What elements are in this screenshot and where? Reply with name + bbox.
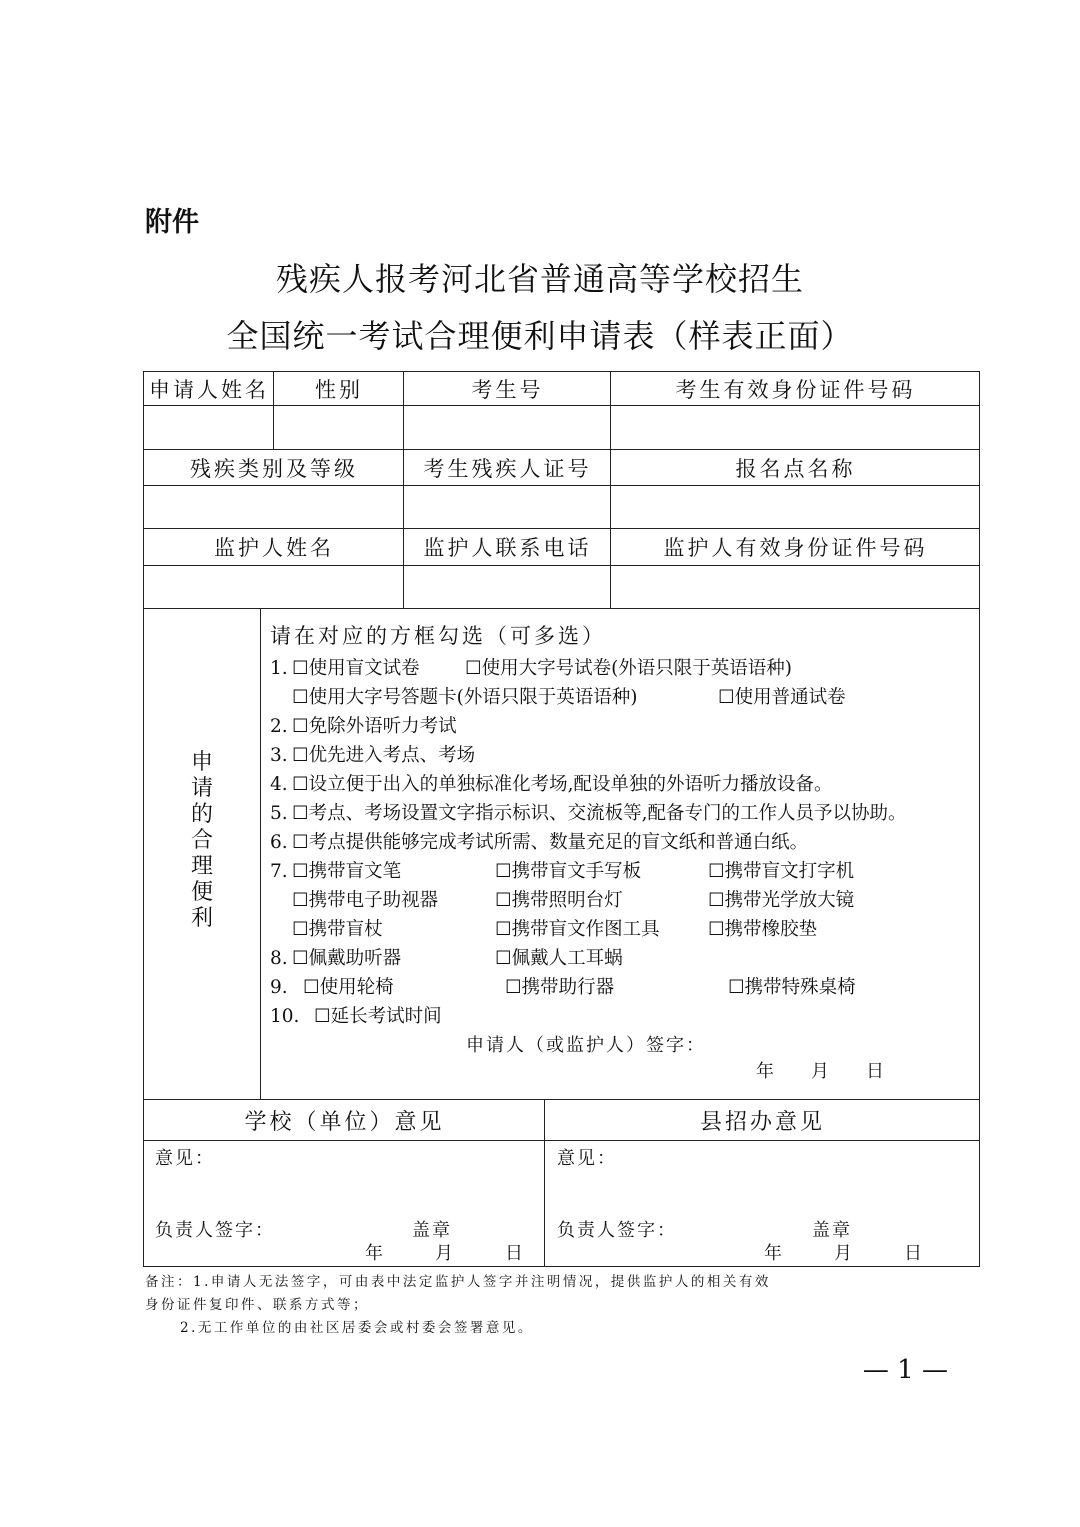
- note-line3: 2.无工作单位的由社区居委会或村委会签署意见。: [180, 1320, 534, 1336]
- page-number: — 1 —: [862, 1355, 948, 1385]
- option-wheelchair[interactable]: ☐使用轮椅: [303, 977, 394, 998]
- county-seal-label: 盖章: [812, 1220, 852, 1241]
- section-label-char: 申: [190, 750, 213, 775]
- option-num-4: 4.: [270, 774, 288, 795]
- county-opinion-title: 县招办意见: [699, 1109, 825, 1135]
- county-date-year: 年: [764, 1243, 784, 1264]
- option-desk-lamp[interactable]: ☐携带照明台灯: [495, 890, 623, 911]
- option-num-7: 7.: [270, 861, 288, 882]
- note-line2: 身份证件复印件、联系方式等；: [145, 1297, 369, 1313]
- header-registration-site: 报名点名称: [735, 456, 856, 481]
- option-num-10: 10.: [270, 1006, 300, 1027]
- option-braille-slate[interactable]: ☐携带盲文手写板: [495, 861, 642, 882]
- school-opinion-label: 意见：: [155, 1148, 215, 1169]
- header-candidate-number: 考生号: [471, 377, 544, 402]
- option-electronic-magnifier[interactable]: ☐携带电子助视器: [292, 890, 439, 911]
- section-label-char: 的: [190, 802, 213, 827]
- header-disability-cert-number: 考生残疾人证号: [423, 456, 592, 481]
- section-label-char: 合: [190, 828, 213, 853]
- option-num-6: 6.: [270, 832, 288, 853]
- school-seal-label: 盖章: [412, 1220, 452, 1241]
- school-date-day: 日: [505, 1243, 525, 1264]
- header-guardian-name: 监护人姓名: [214, 536, 334, 560]
- county-opinion-label: 意见：: [557, 1148, 617, 1169]
- options-instruction: 请在对应的方框勾选（可多选）: [270, 624, 606, 648]
- note-line1: 备注：1.申请人无法签字，可由表中法定监护人签字并注明情况，提供监护人的相关有效: [145, 1274, 771, 1290]
- option-braille-drawing-tools[interactable]: ☐携带盲文作图工具: [495, 919, 660, 940]
- school-signer-label: 负责人签字：: [155, 1220, 275, 1241]
- option-braille-white-paper[interactable]: ☐考点提供能够完成考试所需、数量充足的盲文纸和普通白纸。: [292, 832, 809, 853]
- option-special-desk-chair[interactable]: ☐携带特殊桌椅: [728, 977, 856, 998]
- county-date-month: 月: [834, 1243, 854, 1264]
- section-label-char: 理: [190, 854, 213, 879]
- option-braille-paper[interactable]: ☐使用盲文试卷: [292, 658, 420, 679]
- option-large-print-paper[interactable]: ☐使用大字号试卷(外语只限于英语语种): [465, 658, 793, 679]
- county-signer-label: 负责人签字：: [557, 1220, 677, 1241]
- option-num-3: 3.: [270, 745, 288, 766]
- option-regular-paper[interactable]: ☐使用普通试卷: [718, 687, 846, 708]
- option-priority-entry[interactable]: ☐优先进入考点、考场: [292, 745, 476, 766]
- school-opinion-title: 学校（单位）意见: [244, 1109, 445, 1135]
- county-date-day: 日: [904, 1243, 924, 1264]
- option-braille-pen[interactable]: ☐携带盲文笔: [292, 861, 402, 882]
- form-title-line1: 残疾人报考河北省普通高等学校招生: [275, 260, 804, 298]
- option-num-2: 2.: [270, 716, 288, 737]
- option-num-1: 1.: [270, 658, 288, 679]
- option-cochlear-implant[interactable]: ☐佩戴人工耳蜗: [495, 948, 623, 969]
- option-num-9: 9.: [270, 977, 288, 998]
- option-exempt-listening[interactable]: ☐免除外语听力考试: [292, 716, 457, 737]
- option-optical-magnifier[interactable]: ☐携带光学放大镜: [708, 890, 855, 911]
- attachment-label: 附件: [145, 207, 199, 238]
- form-title-line2: 全国统一考试合理便利申请表（样表正面）: [226, 317, 854, 355]
- option-walker[interactable]: ☐携带助行器: [505, 977, 615, 998]
- option-hearing-aid[interactable]: ☐佩戴助听器: [292, 948, 402, 969]
- header-gender: 性别: [315, 377, 363, 402]
- accommodation-options: [270, 622, 975, 1031]
- option-separate-room[interactable]: ☐设立便于出入的单独标准化考场,配设单独的外语听力播放设备。: [292, 774, 833, 795]
- option-white-cane[interactable]: ☐携带盲杖: [292, 919, 383, 940]
- option-num-8: 8.: [270, 948, 288, 969]
- header-applicant-name: 申请人姓名: [149, 377, 269, 402]
- header-guardian-id-number: 监护人有效身份证件号码: [663, 536, 928, 560]
- option-extended-time[interactable]: ☐延长考试时间: [314, 1006, 442, 1027]
- option-rubber-mat[interactable]: ☐携带橡胶垫: [708, 919, 818, 940]
- option-signage-staff[interactable]: ☐考点、考场设置文字指示标识、交流板等,配备专门的工作人员予以协助。: [292, 803, 907, 824]
- header-candidate-id-number: 考生有效身份证件号码: [675, 377, 916, 402]
- header-disability-category: 残疾类别及等级: [190, 456, 358, 481]
- header-guardian-phone: 监护人联系电话: [423, 536, 592, 560]
- school-date-year: 年: [365, 1243, 385, 1264]
- school-date-month: 月: [435, 1243, 455, 1264]
- section-label-accommodations: [180, 750, 224, 932]
- applicant-date-day: 日: [866, 1061, 886, 1082]
- section-label-char: 请: [190, 776, 213, 801]
- option-braille-typewriter[interactable]: ☐携带盲文打字机: [708, 861, 855, 882]
- section-label-char: 利: [190, 906, 213, 931]
- option-large-print-answer-card[interactable]: ☐使用大字号答题卡(外语只限于英语语种): [292, 687, 638, 708]
- applicant-signature-label: 申请人（或监护人）签字：: [466, 1035, 706, 1056]
- applicant-date-month: 月: [811, 1061, 831, 1082]
- section-label-char: 便: [190, 880, 213, 905]
- option-num-5: 5.: [270, 803, 288, 824]
- applicant-date-year: 年: [756, 1061, 776, 1082]
